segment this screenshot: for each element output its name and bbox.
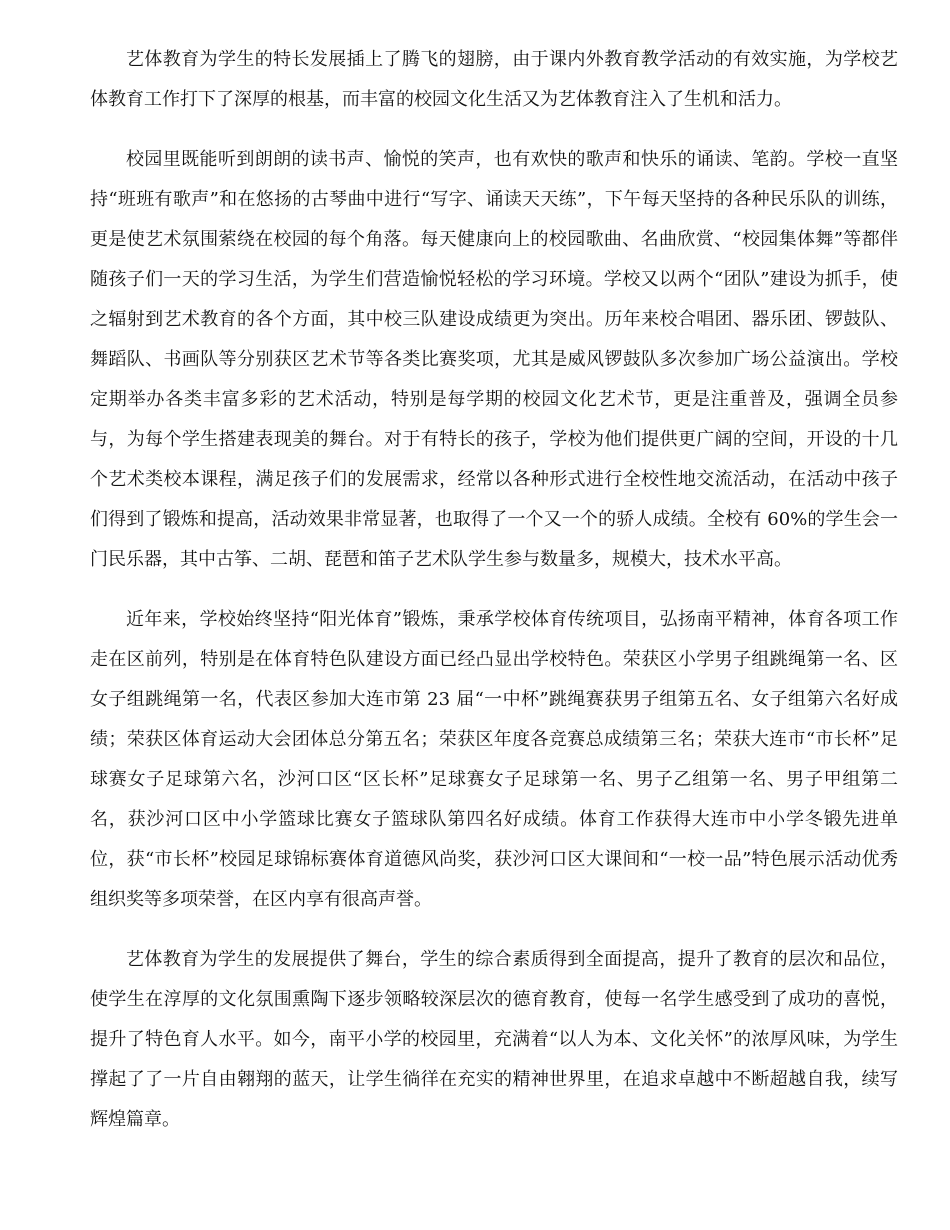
paragraph-arts-sports-intro: 艺体教育为学生的特长发展插上了腾飞的翅膀，由于课内外教育教学活动的有效实施，为学校艺体教育工作打下了深厚的根基，而丰富的校园文化生活又为艺体教育注入了生机和活力。 [90, 49, 898, 110]
paragraph-campus-arts: 校园里既能听到朗朗的读书声、愉悦的笑声，也有欢快的歌声和快乐的诵读、笔韵。学校一直坚持“班班有歌声”和在悠扬的古琴曲中进行“写字、诵读天天练”，下午每天坚持的各种民乐队的训练，更是使艺术氛围萦绕在校园的每个角落。每天健康向上的校园歌曲、名曲欣赏、“校园集体舞”等都伴随孩子们一天的学习生活，为学生们营造愉悦轻松的学习环境。学校又以两个“团队”建设为抓手，使之辐射到艺术教育的各个方面，其中校三队建设成绩更为突出。历年来校合唱团、器乐团、锣鼓队、舞蹈队、书画队等分别获区艺术节等各类比赛奖项，尤其是威风锣鼓队多次参加广场公益演出。学校定期举办各类丰富多彩的艺术活动，特别是每学期的校园文化艺术节，更是注重普及，强调全员参与，为每个学生搭建表现美的舞台。对于有特长的孩子，学校为他们提供更广阔的空间，开设的十几个艺术类校本课程，满足孩子们的发展需求，经常以各种形式进行全校性地交流活动，在活动中孩子们得到了锻炼和提高，活动效果非常显著，也取得了一个又一个的骄人成绩。全校有 60%的学生会一门民乐器，其中古筝、二胡、琵琶和笛子艺术队学生参与数量多，规模大，技术水平高。 [90, 149, 898, 570]
document-body [90, 40, 898, 1140]
paragraph-conclusion: 艺体教育为学生的发展提供了舞台，学生的综合素质得到全面提高，提升了教育的层次和品位，使学生在淳厚的文化氛围熏陶下逐步领略较深层次的德育教育，使每一名学生感受到了成功的喜悦，提升了特色育人水平。如今，南平小学的校园里，充满着“以人为本、文化关怀”的浓厚风味，为学生撑起了了一片自由翱翔的蓝天，让学生徜徉在充实的精神世界里，在追求卓越中不断超越自我，续写辉煌篇章。 [90, 949, 898, 1130]
paragraph-sports-achievements: 近年来，学校始终坚持“阳光体育”锻炼，秉承学校体育传统项目，弘扬南平精神，体育各项工作走在区前列，特别是在体育特色队建设方面已经凸显出学校特色。荣获区小学男子组跳绳第一名、区女子组跳绳第一名，代表区参加大连市第 23 届“一中杯”跳绳赛获男子组第五名、女子组第六名好成绩；荣获区体育运动大会团体总分第五名；荣获区年度各竞赛总成绩第三名；荣获大连市“市长杯”足球赛女子足球第六名，沙河口区“区长杯”足球赛女子足球第一名、男子乙组第一名、男子甲组第二名，获沙河口区中小学篮球比赛女子篮球队第四名好成绩。体育工作获得大连市中小学冬锻先进单位，获“市长杯”校园足球锦标赛体育道德风尚奖，获沙河口区大课间和“一校一品”特色展示活动优秀组织奖等多项荣誉，在区内享有很高声誉。 [90, 609, 898, 910]
